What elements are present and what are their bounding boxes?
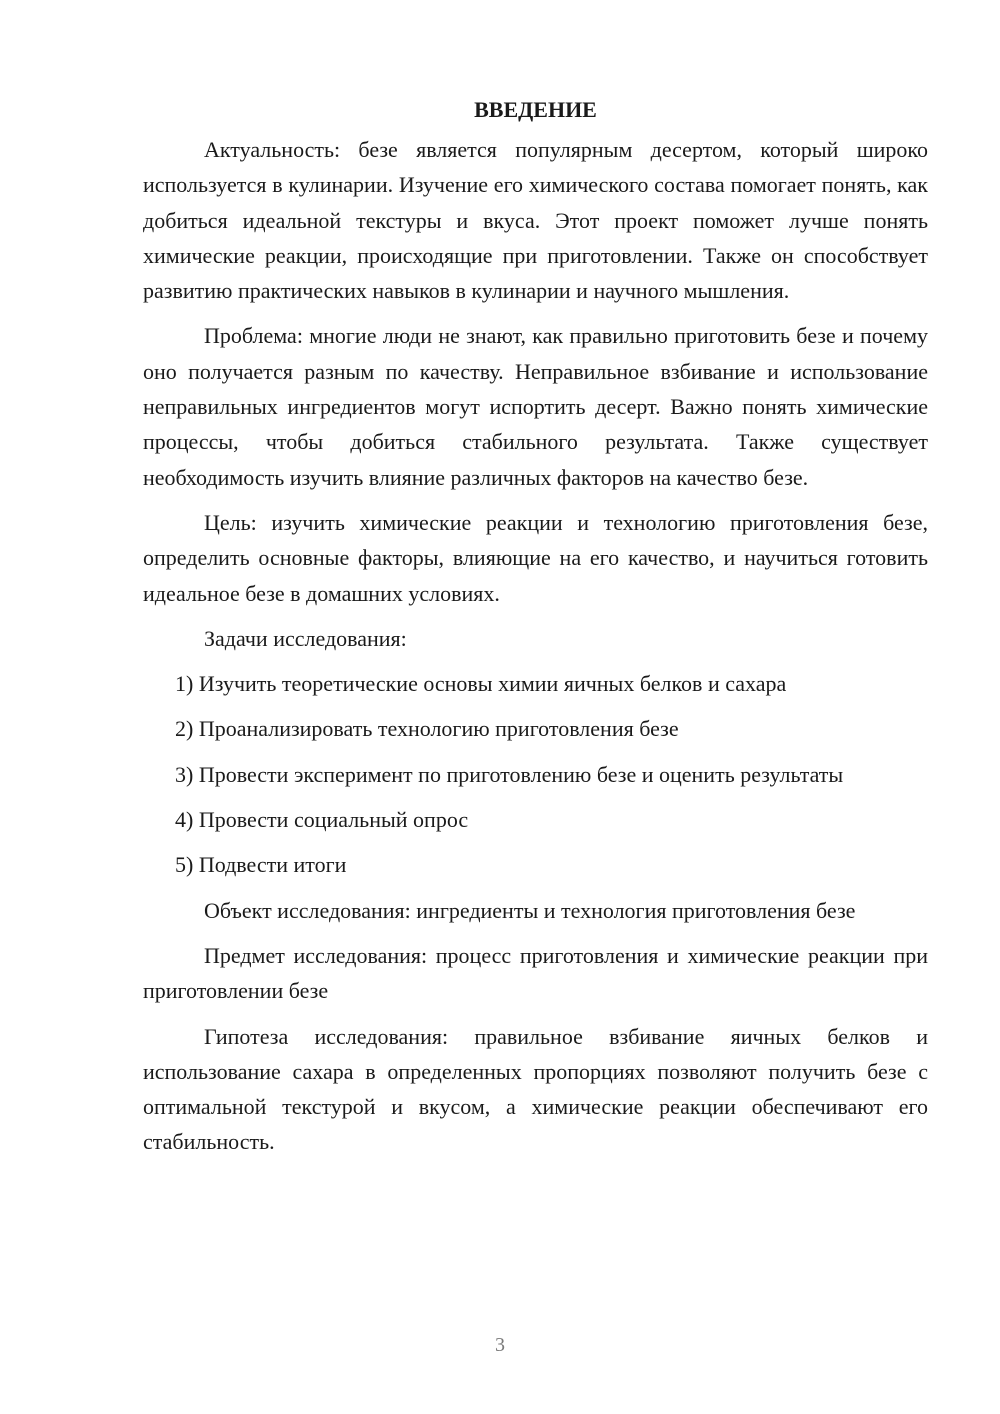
paragraph-object: Объект исследования: ингредиенты и технология приготовления безе (204, 897, 856, 923)
paragraph-problem: Проблема: многие люди не знают, как правильно приготовить безе и почему оно получается разным по качеству. Неправильное взбивание и использование неправильных ингредиентов могут испортить десерт. Важно понять химические процессы, чтобы добиться стабильного результата. Также существует необходимость изучить влияние различных факторов на качество безе. (143, 323, 928, 490)
paragraph-subject: Предмет исследования: процесс приготовления и химические реакции при приготовлении безе (143, 942, 928, 1004)
list-item: 5) Подвести итоги (175, 852, 347, 878)
document-page (143, 92, 928, 1170)
list-item: 1) Изучить теоретические основы химии яичных белков и сахара (175, 671, 787, 697)
list-item: 4) Провести социальный опрос (175, 807, 469, 833)
paragraph-relevance: Актуальность: безе является популярным десертом, который широко используется в кулинарии. Изучение его химического состава помогает понять, как добиться идеальной текстуры и вкуса. Этот проект поможет лучше понять химические реакции, происходящие при приготовлении. Также он способствует развитию практических навыков в кулинарии и научного мышления. (143, 137, 928, 304)
section-title: ВВЕДЕНИЕ (474, 97, 597, 122)
paragraph-goal: Цель: изучить химические реакции и технологию приготовления безе, определить основные факторы, влияющие на его качество, и научиться готовить идеальное безе в домашних условиях. (143, 509, 928, 606)
list-item: 2) Проанализировать технологию приготовления безе (175, 716, 679, 742)
tasks-list (143, 666, 928, 882)
tasks-heading: Задачи исследования: (204, 625, 407, 651)
page-number: 3 (495, 1334, 505, 1356)
paragraph-hypothesis: Гипотеза исследования: правильное взбивание яичных белков и использование сахара в определенных пропорциях позволяют получить безе с оптимальной текстурой и вкусом, а химические реакции обеспечивают его стабильность. (143, 1023, 928, 1155)
list-item: 3) Провести эксперимент по приготовлению безе и оценить результаты (175, 761, 844, 787)
